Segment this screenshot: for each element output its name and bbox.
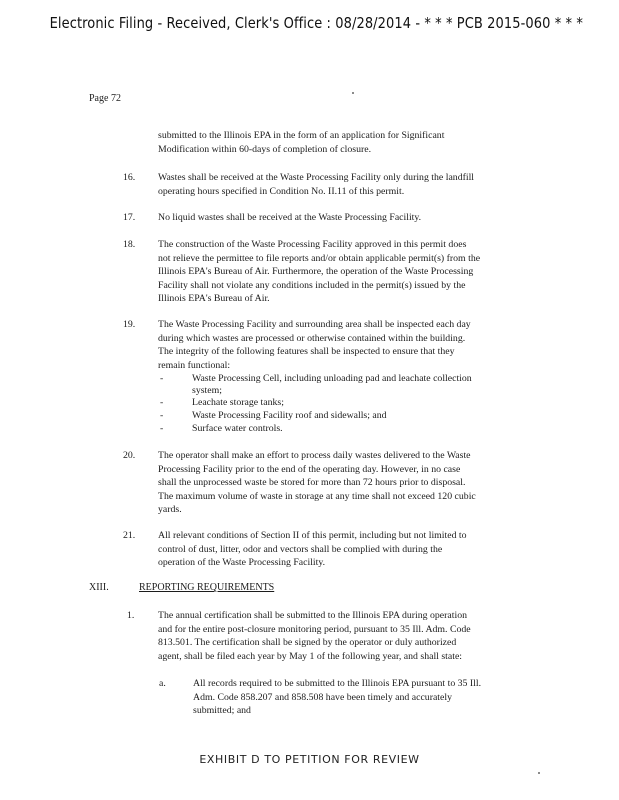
text-line: shall the unprocessed waste be stored for more than 72 hours prior to disposal. [158,477,466,488]
text-line: and for the entire post-closure monitoring period, pursuant to 35 Ill. Adm. Code [158,623,471,635]
section-heading [89,582,275,593]
text-line: Surface water controls. [192,423,283,434]
bullet-dash: - [160,410,164,421]
bullet-item [192,397,284,409]
intro-paragraph [158,129,444,156]
text-line: remain functional: [158,359,231,371]
item-number: 16. [123,172,136,183]
bullet-dash: - [160,423,164,434]
text-line: Waste Processing Cell, including unloading pad and leachate collection [192,373,472,384]
bullet-dash: - [160,373,164,384]
text-line: operation of the Waste Processing Facility. [158,557,326,568]
item-paragraph [158,211,421,225]
text-line: agent, shall be filed each year by May 1 of the following year, and shall state: [158,650,463,662]
text-line: Waste Processing Facility roof and sidewalls; and [192,410,387,421]
sub-item-letter: a. [159,678,166,689]
exhibit-footer: EXHIBIT D TO PETITION FOR REVIEW [199,753,420,766]
item-number: 18. [123,239,136,250]
text-line: The annual certification shall be submitted to the Illinois EPA during operation [158,610,467,621]
text-line: Facility shall not violate any conditions included in the permit(s) issued by the [158,279,466,291]
text-line: Illinois EPA's Bureau of Air. Furthermore, the operation of the Waste Processing [158,266,474,277]
text-line: not relieve the permittee to file reports and/or obtain applicable permit(s) from the [158,252,481,264]
filing-header: Electronic Filing - Received, Clerk's Office : 08/28/2014 - * * * PCB 2015-060 * * * [49,14,583,32]
text-line: Wastes shall be received at the Waste Processing Facility only during the landfill [158,172,475,183]
text-line: operating hours specified in Condition No. II.11 of this permit. [158,185,405,197]
text-line: Adm. Code 858.207 and 858.508 have been timely and accurately [193,691,453,703]
item-paragraph [158,609,471,663]
bullet-dash: - [160,397,164,408]
text-line: All relevant conditions of Section II of this permit, including but not limited to [158,530,467,541]
item-paragraph [158,171,474,198]
item-paragraph [158,449,476,517]
item-number: 1. [127,610,135,621]
bullet-item [192,423,283,435]
item-paragraph [158,529,467,570]
section-number: XIII. [89,582,109,593]
item-number: 21. [123,530,136,541]
bullet-item [192,373,472,397]
text-line: 813.501. The certification shall be signed by the operator or duly authorized [158,637,457,648]
page-number: Page 72 [89,93,121,104]
text-line: The Waste Processing Facility and surrounding area shall be inspected each day [158,319,471,330]
bullet-item [192,410,387,422]
text-line: during which wastes are processed or otherwise contained within the building. [158,332,466,344]
item-paragraph [158,238,480,306]
text-line: The operator shall make an effort to process daily wastes delivered to the Waste [158,450,471,461]
item-number: 20. [123,450,136,461]
sub-item-paragraph [193,677,481,718]
text-line: Modification within 60-days of completion of closure. [158,143,372,155]
section-title: REPORTING REQUIREMENTS [139,582,275,593]
text-line: No liquid wastes shall be received at the Waste Processing Facility. [158,212,422,223]
text-line: All records required to be submitted to the Illinois EPA pursuant to 35 Ill. [193,678,482,689]
item-number: 17. [123,212,136,223]
text-line: Leachate storage tanks; [192,397,284,408]
text-line: control of dust, litter, odor and vectors shall be complied with during the [158,543,443,555]
text-line: yards. [158,504,182,515]
item-paragraph [158,318,471,372]
text-line: The construction of the Waste Processing Facility approved in this permit does [158,239,467,250]
text-line: Processing Facility prior to the end of the operating day. However, in no case [158,463,461,475]
text-line: Illinois EPA's Bureau of Air. [158,293,270,304]
text-line: system; [192,385,222,396]
text-line: The integrity of the following features shall be inspected to ensure that they [158,346,455,357]
item-number: 19. [123,319,136,330]
scan-speck [538,772,540,774]
scan-speck [352,92,354,94]
text-line: submitted; and [193,705,251,716]
text-line: The maximum volume of waste in storage at any time shall not exceed 120 cubic [158,490,476,502]
text-line: submitted to the Illinois EPA in the form of an application for Significant [158,130,445,141]
